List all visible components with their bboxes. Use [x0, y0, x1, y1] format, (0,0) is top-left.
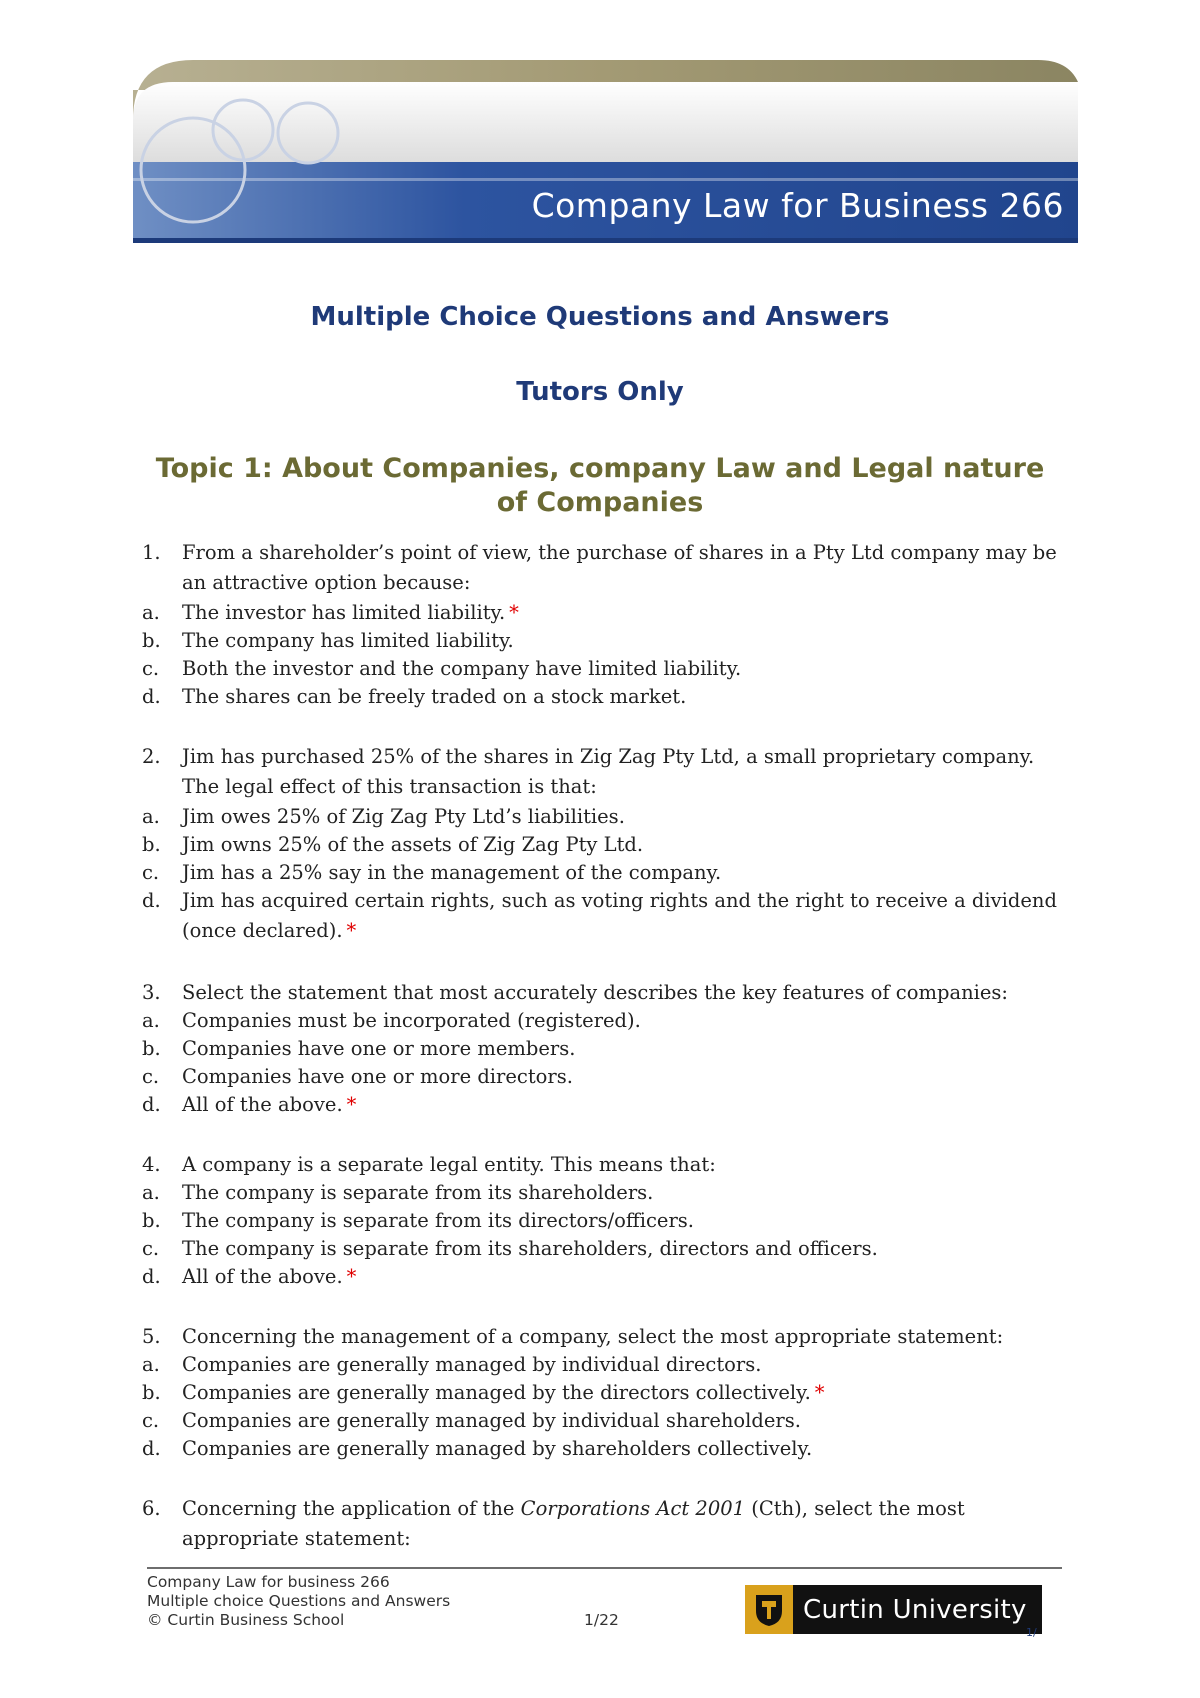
page-number: 1/22	[584, 1611, 619, 1629]
option-text-wrap	[182, 655, 1062, 683]
option-text-wrap	[182, 1007, 1062, 1035]
correct-answer-marker: *	[346, 1265, 357, 1288]
option-text-wrap	[182, 831, 1062, 859]
answer-option	[142, 1263, 1062, 1291]
option-text-wrap	[182, 1207, 1062, 1235]
option-text: The company is separate from its directors/officers.	[182, 1209, 694, 1232]
option-letter: b.	[142, 1381, 161, 1404]
question-text-part: (Cth), select the most	[745, 1497, 965, 1520]
footer-copyright: © Curtin Business School	[147, 1611, 345, 1629]
option-text: Companies are generally managed by the directors collectively.	[182, 1381, 811, 1404]
option-letter: c.	[142, 657, 160, 680]
header-banner	[133, 60, 1078, 243]
option-text: All of the above.	[182, 1265, 343, 1288]
option-text: Jim has a 25% say in the management of the company.	[182, 861, 722, 884]
audience-label: Tutors Only	[516, 377, 684, 407]
option-text-wrap	[182, 859, 1062, 887]
option-text: The company is separate from its shareholders, directors and officers.	[182, 1237, 878, 1260]
answer-option	[142, 831, 1062, 859]
question-number: 1.	[142, 541, 161, 564]
logo-text: Curtin University	[803, 1594, 1027, 1625]
answer-option	[142, 1007, 1062, 1035]
crest-icon	[745, 1585, 793, 1634]
answer-option	[142, 1407, 1062, 1435]
option-letter: c.	[142, 861, 160, 884]
option-text: All of the above.	[182, 1093, 343, 1116]
answer-option	[142, 859, 1062, 887]
answer-option	[142, 599, 1062, 627]
answer-option	[142, 1091, 1062, 1119]
answer-option	[142, 803, 1062, 831]
answer-option	[142, 1035, 1062, 1063]
answer-option	[142, 887, 1062, 915]
option-text-wrap	[182, 1351, 1062, 1379]
option-text-wrap	[182, 803, 1062, 831]
option-letter: b.	[142, 833, 161, 856]
act-title: Corporations Act 2001	[520, 1497, 746, 1520]
option-text: Companies are generally managed by shareholders collectively.	[182, 1437, 813, 1460]
option-letter: a.	[142, 1181, 160, 1204]
question-2	[142, 743, 1062, 947]
question-number: 6.	[142, 1497, 161, 1520]
question-text-continued: The legal effect of this transaction is that:	[182, 775, 597, 798]
option-letter: b.	[142, 1037, 161, 1060]
option-text: Companies are generally managed by individual directors.	[182, 1353, 762, 1376]
option-text-wrap	[182, 1179, 1062, 1207]
option-text-continued	[142, 915, 1062, 947]
option-text-wrap	[182, 1407, 1062, 1435]
footer-doc: Multiple choice Questions and Answers	[147, 1592, 451, 1610]
question-number: 3.	[142, 981, 161, 1004]
course-title: Company Law for Business 266	[531, 186, 1064, 225]
answer-option	[142, 627, 1062, 655]
correct-answer-marker: *	[509, 601, 519, 624]
option-text: Companies have one or more directors.	[182, 1065, 573, 1088]
option-text: Companies have one or more members.	[182, 1037, 576, 1060]
option-letter: a.	[142, 1009, 160, 1032]
option-text-wrap	[182, 683, 1062, 711]
answer-option	[142, 655, 1062, 683]
question-text-continued: appropriate statement:	[182, 1527, 411, 1550]
question-text: A company is a separate legal entity. This means that:	[182, 1153, 716, 1176]
option-text: The company is separate from its shareholders.	[182, 1181, 654, 1204]
option-text: (once declared).	[182, 919, 343, 942]
option-text-wrap	[182, 887, 1062, 915]
option-text-wrap	[182, 1063, 1062, 1091]
option-letter: a.	[142, 601, 160, 624]
option-letter: a.	[142, 805, 160, 828]
option-letter: c.	[142, 1237, 160, 1260]
answer-option	[142, 1207, 1062, 1235]
footer-info	[147, 1573, 450, 1630]
option-text-wrap	[182, 1379, 1062, 1407]
option-text: The shares can be freely traded on a stock market.	[182, 685, 687, 708]
option-text: Companies must be incorporated (registered).	[182, 1009, 641, 1032]
option-letter: d.	[142, 1093, 161, 1116]
answer-option	[142, 1235, 1062, 1263]
option-text-wrap	[182, 1091, 1062, 1119]
question-list	[142, 539, 1062, 1587]
correct-answer-marker: *	[346, 919, 357, 942]
question-text: Concerning the management of a company, select the most appropriate statement:	[182, 1325, 1004, 1348]
option-text: Jim has acquired certain rights, such as voting rights and the right to receive a dividend	[182, 889, 1057, 912]
answer-option	[142, 1063, 1062, 1091]
option-text-wrap	[182, 1435, 1062, 1463]
question-6	[142, 1495, 1062, 1555]
topic-heading: Topic 1: About Companies, company Law and Legal nature of Companies	[155, 453, 1045, 518]
document-title: Multiple Choice Questions and Answers	[310, 302, 890, 332]
option-text: Jim owes 25% of Zig Zag Pty Ltd’s liabilities.	[182, 805, 625, 828]
option-letter: d.	[142, 1437, 161, 1460]
option-letter: b.	[142, 1209, 161, 1232]
question-text: Select the statement that most accurately describes the key features of companies:	[182, 981, 1008, 1004]
answer-option	[142, 1179, 1062, 1207]
footer-course: Company Law for business 266	[147, 1573, 390, 1591]
option-text: Both the investor and the company have limited liability.	[182, 657, 742, 680]
option-letter: c.	[142, 1409, 160, 1432]
question-text: From a shareholder’s point of view, the purchase of shares in a Pty Ltd company may be	[182, 541, 1057, 564]
question-number: 2.	[142, 745, 161, 768]
question-number: 5.	[142, 1325, 161, 1348]
option-letter: a.	[142, 1353, 160, 1376]
option-text: The company has limited liability.	[182, 629, 514, 652]
option-text-wrap	[182, 1263, 1062, 1291]
footer-divider	[147, 1567, 1062, 1569]
option-text-wrap	[182, 1035, 1062, 1063]
correct-answer-marker: *	[346, 1093, 357, 1116]
question-5	[142, 1323, 1062, 1463]
option-text-wrap	[182, 627, 1062, 655]
question-text-continued: an attractive option because:	[182, 571, 471, 594]
answer-option	[142, 1351, 1062, 1379]
question-1	[142, 539, 1062, 711]
option-text: Companies are generally managed by individual shareholders.	[182, 1409, 801, 1432]
question-4	[142, 1151, 1062, 1291]
question-3	[142, 979, 1062, 1119]
option-letter: b.	[142, 629, 161, 652]
answer-option	[142, 1435, 1062, 1463]
option-text: Jim owns 25% of the assets of Zig Zag Pty Ltd.	[182, 833, 644, 856]
question-number: 4.	[142, 1153, 161, 1176]
curtin-logo	[745, 1585, 1042, 1634]
option-text-wrap	[182, 1235, 1062, 1263]
option-letter: d.	[142, 685, 161, 708]
option-text: The investor has limited liability.	[182, 601, 506, 624]
option-letter: c.	[142, 1065, 160, 1088]
question-text-part: Concerning the application of the	[182, 1497, 521, 1520]
correct-answer-marker: *	[814, 1381, 825, 1404]
answer-option	[142, 683, 1062, 711]
answer-option	[142, 1379, 1062, 1407]
question-text: Jim has purchased 25% of the shares in Zig Zag Pty Ltd, a small proprietary company.	[182, 745, 1035, 768]
option-letter: d.	[142, 1265, 161, 1288]
option-letter: d.	[142, 889, 161, 912]
option-text-wrap	[182, 599, 1062, 627]
corner-page-mark: 1/	[1026, 1626, 1037, 1639]
question-text	[182, 1495, 1062, 1523]
